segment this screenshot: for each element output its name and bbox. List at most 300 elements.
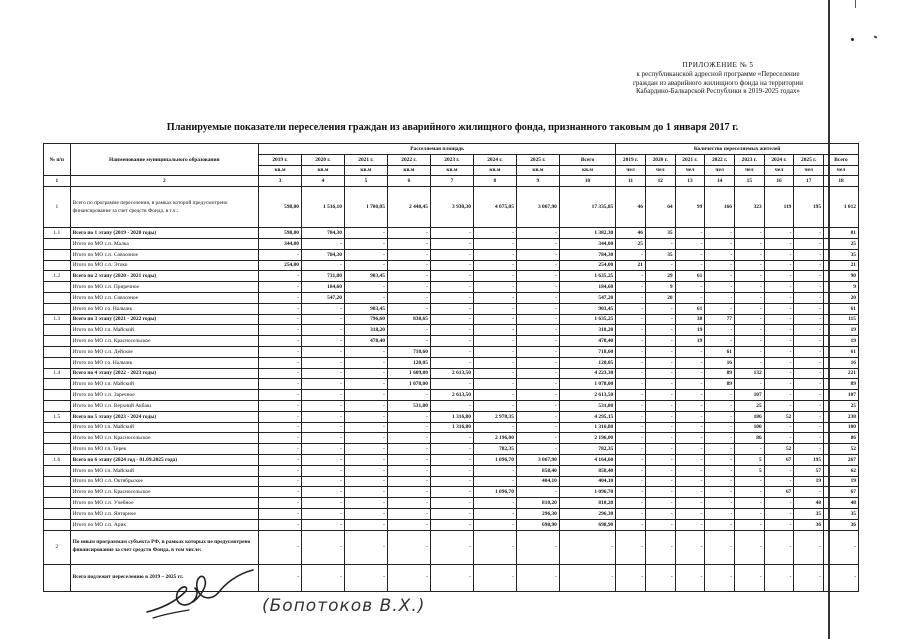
cell-value: - xyxy=(764,228,794,239)
cell-value: - xyxy=(301,314,344,325)
header-colnum: 11 xyxy=(616,176,646,187)
cell-value: 547,20 xyxy=(301,292,344,303)
scan-speck xyxy=(851,38,854,41)
cell-value: 35 xyxy=(645,228,675,239)
cell-value: - xyxy=(473,282,516,293)
row-number xyxy=(44,325,71,336)
cell-value: 598,00 xyxy=(258,228,301,239)
cell-value: - xyxy=(258,346,301,357)
cell-value: - xyxy=(675,476,705,487)
cell-value: - xyxy=(387,422,430,433)
cell-value: 3 930,30 xyxy=(430,187,473,228)
cell-value: - xyxy=(675,498,705,509)
cell-value: 1 635,25 xyxy=(559,314,615,325)
cell-value: 48 xyxy=(824,498,859,509)
cell-value: - xyxy=(675,400,705,411)
cell-value: 46 xyxy=(616,228,646,239)
cell-value: - xyxy=(675,368,705,379)
cell-value: - xyxy=(705,249,735,260)
cell-value: - xyxy=(344,400,387,411)
cell-value: 1 700,05 xyxy=(344,187,387,228)
cell-value: - xyxy=(301,476,344,487)
cell-value: - xyxy=(764,564,794,591)
cell-value: - xyxy=(258,411,301,422)
cell-value: 52 xyxy=(764,411,794,422)
cell-value: - xyxy=(645,238,675,249)
cell-value: - xyxy=(344,508,387,519)
row-number xyxy=(44,400,71,411)
cell-value: 784,30 xyxy=(301,249,344,260)
cell-value: - xyxy=(734,314,764,325)
cell-value: - xyxy=(430,508,473,519)
cell-value: - xyxy=(473,368,516,379)
cell-value: - xyxy=(301,498,344,509)
cell-value: - xyxy=(616,390,646,401)
cell-value: 810,20 xyxy=(516,498,559,509)
row-name: Итого по МО с.п. Арик xyxy=(70,519,258,530)
table-row xyxy=(44,530,859,564)
cell-value: 5 xyxy=(734,454,764,465)
cell-value: - xyxy=(473,476,516,487)
row-number xyxy=(44,508,71,519)
header-year: 2023 г. xyxy=(430,154,473,165)
cell-value: - xyxy=(473,260,516,271)
cell-value: - xyxy=(645,519,675,530)
cell-value: - xyxy=(387,282,430,293)
cell-value: - xyxy=(675,422,705,433)
cell-value: 120,05 xyxy=(387,357,430,368)
cell-value: - xyxy=(645,325,675,336)
cell-value: 21 xyxy=(824,260,859,271)
cell-value: - xyxy=(258,303,301,314)
cell-value: - xyxy=(675,228,705,239)
cell-value: - xyxy=(794,249,824,260)
table-row xyxy=(44,314,859,325)
cell-value: - xyxy=(705,465,735,476)
cell-value: - xyxy=(473,357,516,368)
header-colnum: 14 xyxy=(705,176,735,187)
header-year: 2024 г. xyxy=(764,154,794,165)
cell-value: - xyxy=(344,519,387,530)
cell-value: - xyxy=(616,346,646,357)
cell-value: - xyxy=(645,400,675,411)
cell-value: 4 164,60 xyxy=(559,454,615,465)
cell-value: - xyxy=(344,487,387,498)
cell-value: 718,60 xyxy=(387,346,430,357)
table-row xyxy=(44,271,859,282)
cell-value: 404,10 xyxy=(559,476,615,487)
cell-value: 61 xyxy=(675,303,705,314)
cell-value: - xyxy=(645,379,675,390)
cell-value: 1 096,70 xyxy=(473,487,516,498)
cell-value: 9 xyxy=(824,282,859,293)
cell-value: - xyxy=(473,314,516,325)
header-colnum: 9 xyxy=(516,176,559,187)
row-name: Итого по МО с.п. Дейское xyxy=(70,346,258,357)
cell-value: - xyxy=(734,346,764,357)
cell-value: - xyxy=(387,454,430,465)
cell-value: - xyxy=(734,238,764,249)
cell-value: - xyxy=(344,228,387,239)
row-number: 1.3 xyxy=(44,314,71,325)
cell-value: - xyxy=(430,564,473,591)
row-number xyxy=(44,282,71,293)
cell-value: - xyxy=(645,357,675,368)
cell-value: - xyxy=(516,368,559,379)
row-name: Всего по 5 этапу (2023 - 2024 годы) xyxy=(70,411,258,422)
cell-value: - xyxy=(645,303,675,314)
cell-value: - xyxy=(344,564,387,591)
table-row xyxy=(44,228,859,239)
cell-value: 478,40 xyxy=(344,336,387,347)
row-number xyxy=(44,303,71,314)
cell-value: - xyxy=(430,271,473,282)
cell-value: 698,90 xyxy=(516,519,559,530)
table-row xyxy=(44,454,859,465)
row-name: Итого по МО г.о. Нальчик xyxy=(70,357,258,368)
header-colnum: 13 xyxy=(675,176,705,187)
cell-value: - xyxy=(387,465,430,476)
cell-value: - xyxy=(473,498,516,509)
cell-value: - xyxy=(473,325,516,336)
cell-value: 796,60 xyxy=(344,314,387,325)
cell-value: - xyxy=(301,454,344,465)
cell-value: - xyxy=(645,433,675,444)
cell-value: - xyxy=(645,336,675,347)
cell-value: 38 xyxy=(675,314,705,325)
cell-value: - xyxy=(734,292,764,303)
cell-value: - xyxy=(705,411,735,422)
cell-value: - xyxy=(387,238,430,249)
signature-name: (Бопотоков В.Х.) xyxy=(262,596,426,616)
header-unit: кв.м xyxy=(344,165,387,176)
header-colnum: 8 xyxy=(473,176,516,187)
cell-value: 4 295,15 xyxy=(559,411,615,422)
cell-value: - xyxy=(764,249,794,260)
table-row xyxy=(44,292,859,303)
cell-value: - xyxy=(705,564,735,591)
cell-value: - xyxy=(430,314,473,325)
cell-value: - xyxy=(734,271,764,282)
cell-value: - xyxy=(675,530,705,564)
cell-value: - xyxy=(516,444,559,455)
cell-value: - xyxy=(258,336,301,347)
cell-value: 35 xyxy=(824,249,859,260)
cell-value: - xyxy=(387,249,430,260)
row-number: 1.6 xyxy=(44,454,71,465)
header-unit: кв.м xyxy=(301,165,344,176)
cell-value: - xyxy=(344,357,387,368)
cell-value: 1 078,00 xyxy=(387,379,430,390)
row-number xyxy=(44,433,71,444)
cell-value: - xyxy=(344,444,387,455)
table-row xyxy=(44,400,859,411)
cell-value: - xyxy=(794,487,824,498)
annex-line: граждан из аварийного жилищного фонда на территории xyxy=(633,78,803,87)
cell-value: 35 xyxy=(645,249,675,260)
cell-value: - xyxy=(616,314,646,325)
cell-value: 323 xyxy=(734,187,764,228)
cell-value: - xyxy=(705,303,735,314)
header-colnum: 18 xyxy=(824,176,859,187)
table-row xyxy=(44,476,859,487)
cell-value: - xyxy=(734,519,764,530)
header-unit: кв.м xyxy=(516,165,559,176)
cell-value: - xyxy=(301,238,344,249)
cell-value: - xyxy=(675,564,705,591)
cell-value: - xyxy=(516,530,559,564)
cell-value: 784,30 xyxy=(301,228,344,239)
table-row xyxy=(44,238,859,249)
cell-value: - xyxy=(734,336,764,347)
cell-value: - xyxy=(705,390,735,401)
cell-value: - xyxy=(258,476,301,487)
cell-value: - xyxy=(764,238,794,249)
cell-value: - xyxy=(764,508,794,519)
cell-value: - xyxy=(675,292,705,303)
cell-value: - xyxy=(616,303,646,314)
cell-value: - xyxy=(301,465,344,476)
cell-value: - xyxy=(473,530,516,564)
cell-value: 19 xyxy=(794,476,824,487)
cell-value: - xyxy=(794,303,824,314)
cell-value: - xyxy=(430,292,473,303)
cell-value: - xyxy=(473,379,516,390)
cell-value: - xyxy=(675,282,705,293)
cell-value: - xyxy=(616,519,646,530)
cell-value: 19 xyxy=(824,325,859,336)
cell-value: 62 xyxy=(824,465,859,476)
cell-value: 186 xyxy=(734,411,764,422)
cell-value: - xyxy=(258,444,301,455)
cell-value: - xyxy=(473,238,516,249)
cell-value: - xyxy=(705,498,735,509)
cell-value: 698,90 xyxy=(559,519,615,530)
table-row xyxy=(44,487,859,498)
row-name: Итого по МО с.п. Приречное xyxy=(70,282,258,293)
row-number: 1.5 xyxy=(44,411,71,422)
cell-value: - xyxy=(258,292,301,303)
table-row xyxy=(44,390,859,401)
cell-value: - xyxy=(516,325,559,336)
cell-value: - xyxy=(616,411,646,422)
cell-value: - xyxy=(645,368,675,379)
cell-value: - xyxy=(645,260,675,271)
row-name: Всего по 1 этапу (2019 - 2020 годы) xyxy=(70,228,258,239)
cell-value: - xyxy=(387,487,430,498)
row-name: Итого по МО с.п. Верхний Акбаш xyxy=(70,400,258,411)
cell-value: 5 xyxy=(734,465,764,476)
cell-value: 99 xyxy=(675,187,705,228)
cell-value: - xyxy=(430,238,473,249)
row-name: Всего по 3 этапу (2021 - 2022 годы) xyxy=(70,314,258,325)
cell-value: 1 609,80 xyxy=(387,368,430,379)
cell-value: - xyxy=(258,498,301,509)
cell-value: - xyxy=(705,433,735,444)
header-unit: кв.м xyxy=(473,165,516,176)
cell-value: 20 xyxy=(824,292,859,303)
table-row xyxy=(44,282,859,293)
cell-value: - xyxy=(258,454,301,465)
cell-value: - xyxy=(764,336,794,347)
header-unit: чел xyxy=(705,165,735,176)
cell-value: - xyxy=(473,346,516,357)
header-year: 2025 г. xyxy=(516,154,559,165)
cell-value: - xyxy=(705,336,735,347)
header-colnum: 12 xyxy=(645,176,675,187)
cell-value: 4 075,05 xyxy=(473,187,516,228)
header-unit: чел xyxy=(764,165,794,176)
cell-value: - xyxy=(764,303,794,314)
cell-value: 115 xyxy=(824,314,859,325)
cell-value: 25 xyxy=(734,400,764,411)
cell-value: 61 xyxy=(824,303,859,314)
header-year: Всего xyxy=(824,154,859,165)
row-name: Итого по МО с.п. Красносельское xyxy=(70,336,258,347)
cell-value: 344,00 xyxy=(258,238,301,249)
cell-value: 9 xyxy=(645,282,675,293)
cell-value: 195 xyxy=(794,454,824,465)
row-number xyxy=(44,238,71,249)
cell-value: - xyxy=(258,379,301,390)
cell-value: - xyxy=(516,411,559,422)
header-unit: чел xyxy=(794,165,824,176)
cell-value: - xyxy=(430,303,473,314)
cell-value: 107 xyxy=(734,390,764,401)
cell-value: - xyxy=(794,260,824,271)
annex-title: ПРИЛОЖЕНИЕ № 5 xyxy=(682,61,754,69)
cell-value: 598,00 xyxy=(258,187,301,228)
cell-value: - xyxy=(258,487,301,498)
cell-value: - xyxy=(473,564,516,591)
cell-value: - xyxy=(645,530,675,564)
header-unit: кв.м xyxy=(258,165,301,176)
cell-value: 1 012 xyxy=(824,187,859,228)
cell-value: - xyxy=(734,379,764,390)
cell-value: 318,20 xyxy=(559,325,615,336)
cell-value: - xyxy=(705,454,735,465)
cell-value: - xyxy=(430,498,473,509)
header-colnum: 7 xyxy=(430,176,473,187)
table-row xyxy=(44,411,859,422)
scan-speck xyxy=(874,35,878,38)
cell-value: 17 335,85 xyxy=(559,187,615,228)
cell-value: - xyxy=(430,465,473,476)
cell-value: 184,60 xyxy=(559,282,615,293)
cell-value: 782,35 xyxy=(559,444,615,455)
cell-value: - xyxy=(705,271,735,282)
cell-value: - xyxy=(430,357,473,368)
cell-value: - xyxy=(705,530,735,564)
cell-value: - xyxy=(794,433,824,444)
cell-value: - xyxy=(764,530,794,564)
table-row xyxy=(44,379,859,390)
cell-value: 57 xyxy=(794,465,824,476)
row-number: 1.2 xyxy=(44,271,71,282)
cell-value: - xyxy=(430,249,473,260)
cell-value: 25 xyxy=(616,238,646,249)
cell-value: - xyxy=(764,325,794,336)
cell-value: - xyxy=(344,498,387,509)
cell-value: 107 xyxy=(824,390,859,401)
header-unit: чел xyxy=(734,165,764,176)
cell-value: - xyxy=(794,238,824,249)
cell-value: - xyxy=(764,379,794,390)
cell-value: - xyxy=(387,390,430,401)
cell-value: - xyxy=(516,271,559,282)
cell-value: 1 635,25 xyxy=(559,271,615,282)
cell-value: - xyxy=(764,282,794,293)
cell-value: - xyxy=(344,249,387,260)
cell-value: 1 096,70 xyxy=(559,487,615,498)
header-year: 2023 г. xyxy=(734,154,764,165)
cell-value: - xyxy=(794,422,824,433)
cell-value: - xyxy=(616,325,646,336)
cell-value: - xyxy=(675,508,705,519)
header-people-group: Количество переселяемых жителей xyxy=(616,144,859,155)
cell-value: - xyxy=(616,368,646,379)
cell-value: - xyxy=(258,249,301,260)
table-row xyxy=(44,346,859,357)
cell-value: 810,20 xyxy=(559,498,615,509)
cell-value: - xyxy=(516,357,559,368)
cell-value: - xyxy=(616,249,646,260)
row-name: Итого по МО с.п. Заречное xyxy=(70,390,258,401)
cell-value: 858,40 xyxy=(516,465,559,476)
cell-value: - xyxy=(516,282,559,293)
cell-value: - xyxy=(301,530,344,564)
cell-value: - xyxy=(616,271,646,282)
annex-line: к республиканской адресной программе «Переселение xyxy=(636,69,800,78)
cell-value: - xyxy=(794,411,824,422)
cell-value: - xyxy=(258,400,301,411)
table-row xyxy=(44,444,859,455)
cell-value: 25 xyxy=(824,238,859,249)
header-year: 2022 г. xyxy=(705,154,735,165)
cell-value: - xyxy=(258,314,301,325)
cell-value: - xyxy=(616,400,646,411)
cell-value: - xyxy=(344,476,387,487)
cell-value: - xyxy=(734,530,764,564)
cell-value: 296,30 xyxy=(559,508,615,519)
cell-value: 2 196,00 xyxy=(559,433,615,444)
header-unit: чел xyxy=(675,165,705,176)
cell-value: 48 xyxy=(794,498,824,509)
cell-value: - xyxy=(616,357,646,368)
header-unit: кв.м xyxy=(387,165,430,176)
cell-value: - xyxy=(473,400,516,411)
cell-value: 1 316,80 xyxy=(559,422,615,433)
cell-value: 52 xyxy=(764,444,794,455)
cell-value: 86 xyxy=(734,433,764,444)
cell-value: - xyxy=(430,336,473,347)
cell-value: - xyxy=(258,325,301,336)
cell-value: - xyxy=(645,465,675,476)
cell-value: - xyxy=(430,487,473,498)
cell-value: 184,60 xyxy=(301,282,344,293)
cell-value: - xyxy=(387,292,430,303)
cell-value: - xyxy=(764,476,794,487)
cell-value: - xyxy=(387,228,430,239)
cell-value: - xyxy=(301,303,344,314)
header-area-group: Расселяемая площадь xyxy=(258,144,615,155)
cell-value: - xyxy=(430,454,473,465)
cell-value: - xyxy=(387,411,430,422)
cell-value: - xyxy=(344,530,387,564)
cell-value: 2 196,00 xyxy=(473,433,516,444)
cell-value: 547,20 xyxy=(559,292,615,303)
cell-value: - xyxy=(301,357,344,368)
